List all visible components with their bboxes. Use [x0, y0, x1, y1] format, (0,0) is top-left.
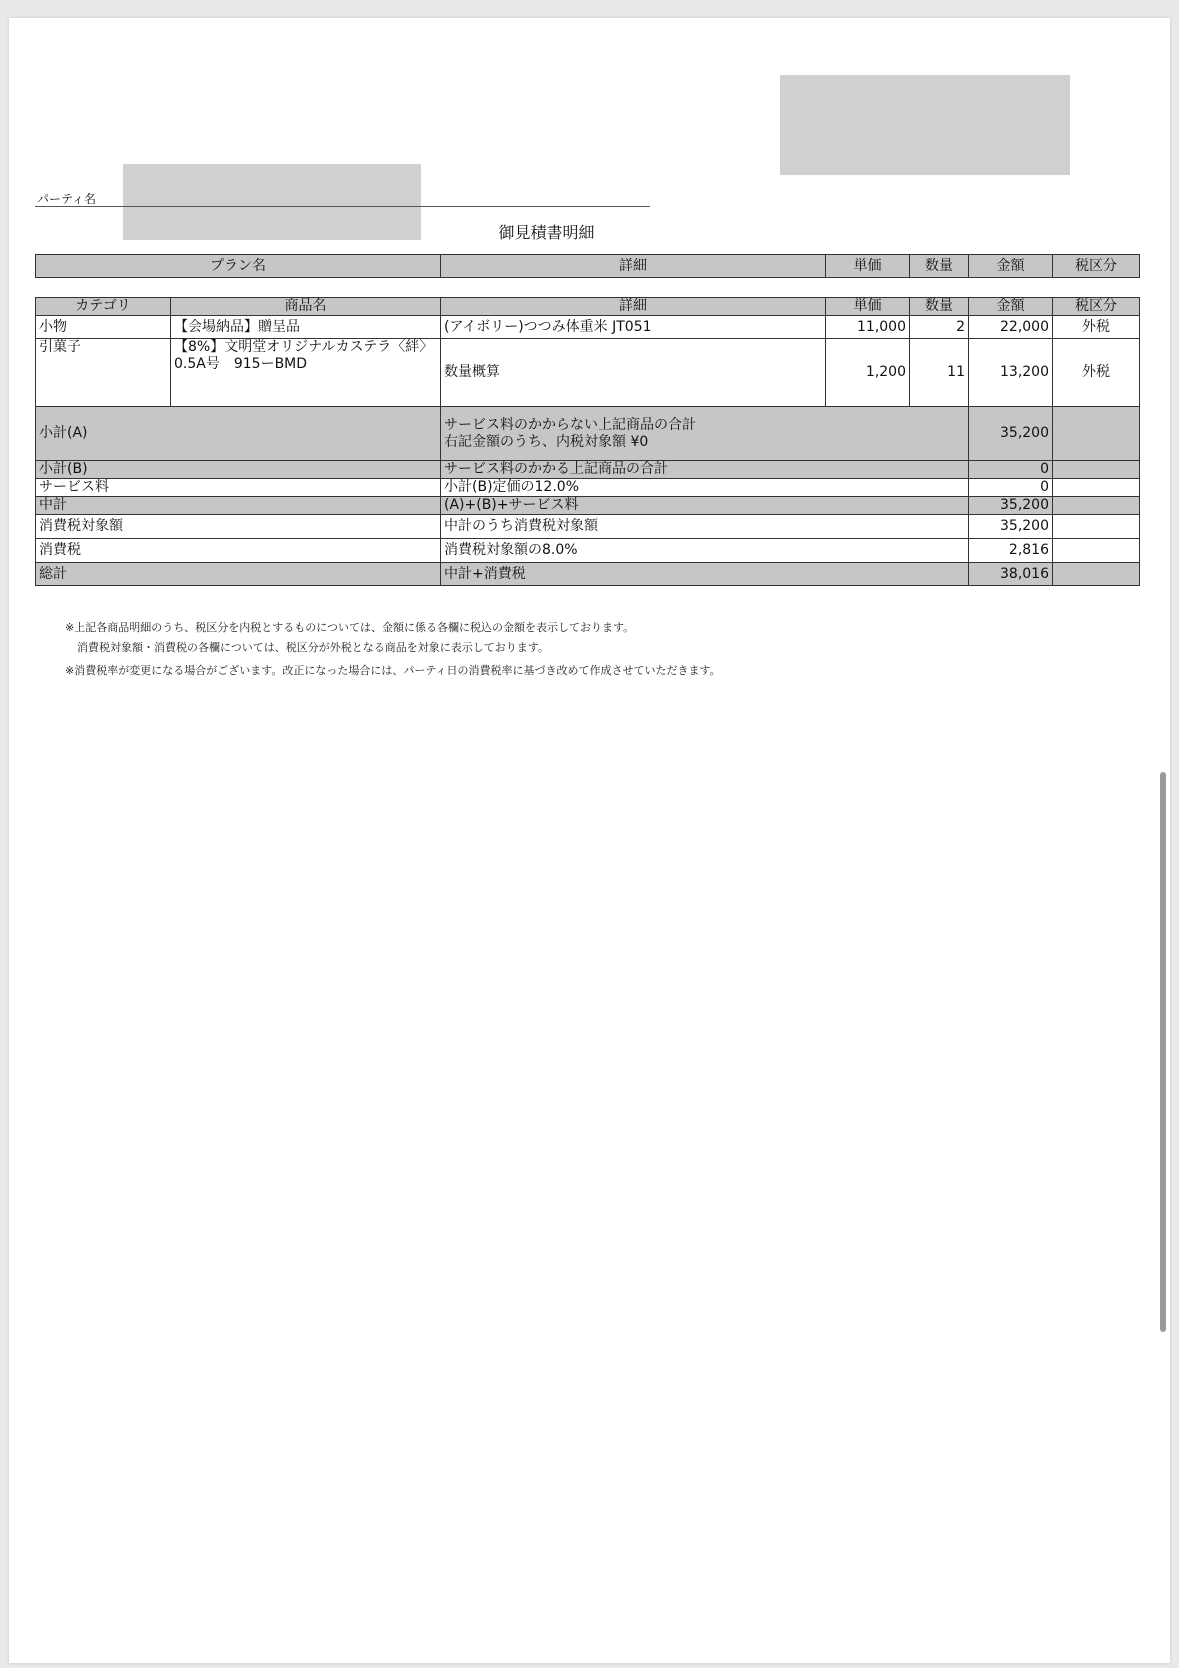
plan-table-header: [36, 255, 1140, 278]
row-detail: 数量概算: [441, 339, 826, 407]
party-name-label: パーティ名: [37, 192, 97, 206]
row-qty: 11: [910, 339, 969, 407]
row-amount: 13,200: [969, 339, 1053, 407]
summary-description: 消費税対象額の8.0%: [441, 539, 969, 563]
header-product-name: 商品名: [171, 298, 441, 316]
footnote: ※消費税率が変更になる場合がございます。改正になった場合には、パーティ日の消費税率に基づき改めて作成させていただきます。: [65, 664, 721, 677]
summary-label: サービス料: [36, 479, 441, 497]
summary-row-subtotal-a: [36, 407, 1140, 461]
summary-description: 小計(B)定価の12.0%: [441, 479, 969, 497]
header-amount: 金額: [969, 298, 1053, 316]
row-category: 小物: [36, 316, 171, 339]
summary-amount: 2,816: [969, 539, 1053, 563]
header-detail: 詳細: [441, 298, 826, 316]
summary-row-grand-total: [36, 563, 1140, 586]
items-table: [35, 297, 1140, 586]
summary-description: [441, 407, 969, 461]
summary-amount: 35,200: [969, 497, 1053, 515]
table-row: [36, 339, 1140, 407]
summary-label: 中計: [36, 497, 441, 515]
row-qty: 2: [910, 316, 969, 339]
row-detail: (アイボリー)つつみ体重米 JT051: [441, 316, 826, 339]
row-product-name: 【会場納品】贈呈品: [171, 316, 441, 339]
header-unit-price: 単価: [826, 298, 910, 316]
summary-row-subtotal-b: [36, 461, 1140, 479]
header-tax: 税区分: [1053, 255, 1140, 278]
row-unit-price: 11,000: [826, 316, 910, 339]
summary-amount: 0: [969, 461, 1053, 479]
items-table-header: [36, 298, 1140, 316]
header-qty: 数量: [910, 255, 969, 278]
row-unit-price: 1,200: [826, 339, 910, 407]
summary-tax-empty: [1053, 461, 1140, 479]
summary-row-consumption-tax: [36, 539, 1140, 563]
vertical-scrollbar[interactable]: [1160, 772, 1166, 1332]
table-row: [36, 316, 1140, 339]
header-amount: 金額: [969, 255, 1053, 278]
summary-tax-empty: [1053, 407, 1140, 461]
summary-description: (A)+(B)+サービス料: [441, 497, 969, 515]
summary-label: 消費税: [36, 539, 441, 563]
footnote: ※上記各商品明細のうち、税区分を内税とするものについては、金額に係る各欄に税込の金額を表示しております。: [65, 621, 635, 634]
row-tax: 外税: [1053, 339, 1140, 407]
summary-description: 中計のうち消費税対象額: [441, 515, 969, 539]
summary-amount: 38,016: [969, 563, 1053, 586]
estimate-page: [9, 18, 1170, 1663]
plan-table: [35, 254, 1140, 278]
party-name-underline: [35, 206, 650, 207]
row-tax: 外税: [1053, 316, 1140, 339]
summary-label: 小計(B): [36, 461, 441, 479]
footnote: 消費税対象額・消費税の各欄については、税区分が外税となる商品を対象に表示しております。: [77, 641, 549, 654]
summary-description-line: サービス料のかからない上記商品の合計: [444, 416, 696, 433]
header-unit-price: 単価: [826, 255, 910, 278]
summary-amount: 35,200: [969, 515, 1053, 539]
header-plan-name: プラン名: [36, 255, 441, 278]
row-amount: 22,000: [969, 316, 1053, 339]
redacted-logo-block: [780, 75, 1070, 175]
summary-label: 消費税対象額: [36, 515, 441, 539]
summary-row-taxable-amount: [36, 515, 1140, 539]
header-detail: 詳細: [441, 255, 826, 278]
summary-label: 総計: [36, 563, 441, 586]
document-title: 御見積書明細: [498, 223, 595, 242]
summary-tax-empty: [1053, 497, 1140, 515]
row-product-name: 【8%】文明堂オリジナルカステラ〈絆〉0.5A号 915ーBMD: [171, 339, 441, 407]
summary-description: 中計+消費税: [441, 563, 969, 586]
summary-tax-empty: [1053, 539, 1140, 563]
summary-tax-empty: [1053, 563, 1140, 586]
summary-amount: 0: [969, 479, 1053, 497]
summary-tax-empty: [1053, 515, 1140, 539]
summary-description-line: 右記金額のうち、内税対象額 ¥0: [444, 433, 649, 450]
summary-amount: 35,200: [969, 407, 1053, 461]
header-qty: 数量: [910, 298, 969, 316]
summary-description: サービス料のかかる上記商品の合計: [441, 461, 969, 479]
summary-tax-empty: [1053, 479, 1140, 497]
summary-row-service-fee: [36, 479, 1140, 497]
row-category: 引菓子: [36, 339, 171, 407]
header-category: カテゴリ: [36, 298, 171, 316]
summary-label: 小計(A): [36, 407, 441, 461]
summary-row-midtotal: [36, 497, 1140, 515]
header-tax: 税区分: [1053, 298, 1140, 316]
